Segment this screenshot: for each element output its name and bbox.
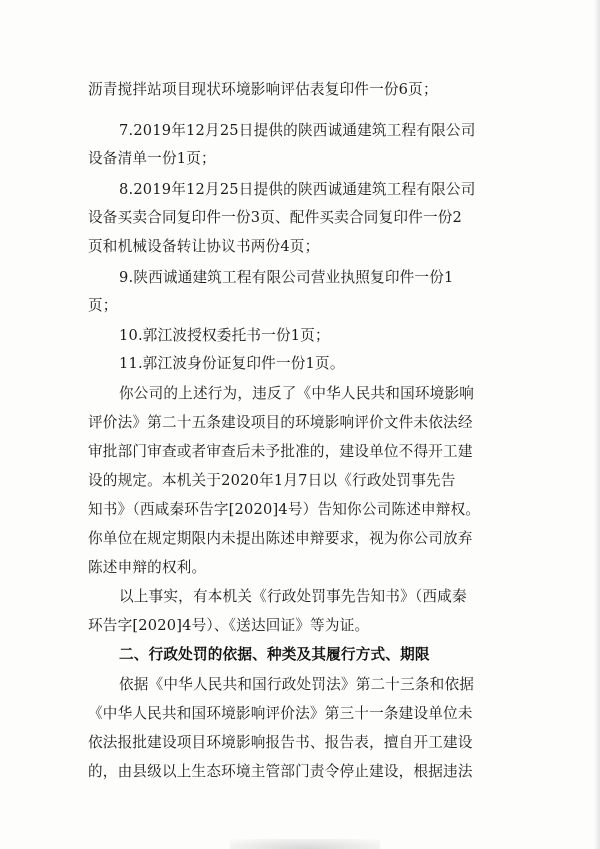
text-line: 11.郭江波身份证复印件一份1页。 — [119, 355, 345, 372]
text-line: 评价法》第二十五条建设项目的环境影响评价文件未依法经 — [88, 414, 473, 431]
scan-shadow — [230, 839, 380, 849]
text-line: 陈述申辩的权利。 — [88, 559, 207, 576]
text-line: 依据《中华人民共和国行政处罚法》第二十三条和依据 — [119, 676, 475, 693]
text-line: 设备清单一份1页； — [88, 150, 216, 167]
text-line: 依法报批建设项目环境影响报告书、报告表，擅自开工建设 — [88, 734, 473, 751]
text-line: 设备买卖合同复印件一份3页、配件买卖合同复印件一份2 — [88, 209, 463, 226]
text-line: 9.陕西诚通建筑工程有限公司营业执照复印件一份1 — [119, 269, 454, 286]
text-line: 8.2019年12月25日提供的陕西诚通建筑工程有限公司 — [119, 181, 476, 198]
text-line: 知书》（西咸秦环告字[2020]4号）告知你公司陈述申辩权。 — [88, 501, 481, 518]
text-line: 你公司的上述行为，违反了《中华人民共和国环境影响 — [119, 385, 475, 402]
text-line: 7.2019年12月25日提供的陕西诚通建筑工程有限公司 — [119, 122, 476, 139]
text-line: 审批部门审查或者审查后未予批准的，建设单位不得开工建 — [88, 443, 473, 460]
page-edge-shadow — [594, 0, 600, 849]
text-line: 10.郭江波授权委托书一份1页； — [119, 327, 330, 344]
text-line: 的，由县级以上生态环境主管部门责令停止建设，根据违法 — [88, 763, 473, 780]
text-line: 设的规定。本机关于2020年1月7日以《行政处罚事先告 — [88, 472, 456, 489]
text-line: 环告字[2020]4号）、《送达回证》等为证。 — [88, 617, 370, 634]
text-line: 页； — [88, 297, 118, 314]
text-line: 你单位在规定期限内未提出陈述申辩要求，视为你公司放弃 — [88, 530, 473, 547]
text-line: 页和机械设备转让协议书两份4页； — [88, 238, 320, 255]
text-line: 《中华人民共和国环境影响评价法》第三十一条建设单位未 — [88, 705, 473, 722]
text-line: 沥青搅拌站项目现状环境影响评估表复印件一份6页； — [88, 81, 438, 98]
section-heading: 二、行政处罚的依据、种类及其履行方式、期限 — [119, 646, 430, 663]
text-line: 以上事实，有本机关《行政处罚事先告知书》（西咸秦 — [119, 588, 467, 605]
